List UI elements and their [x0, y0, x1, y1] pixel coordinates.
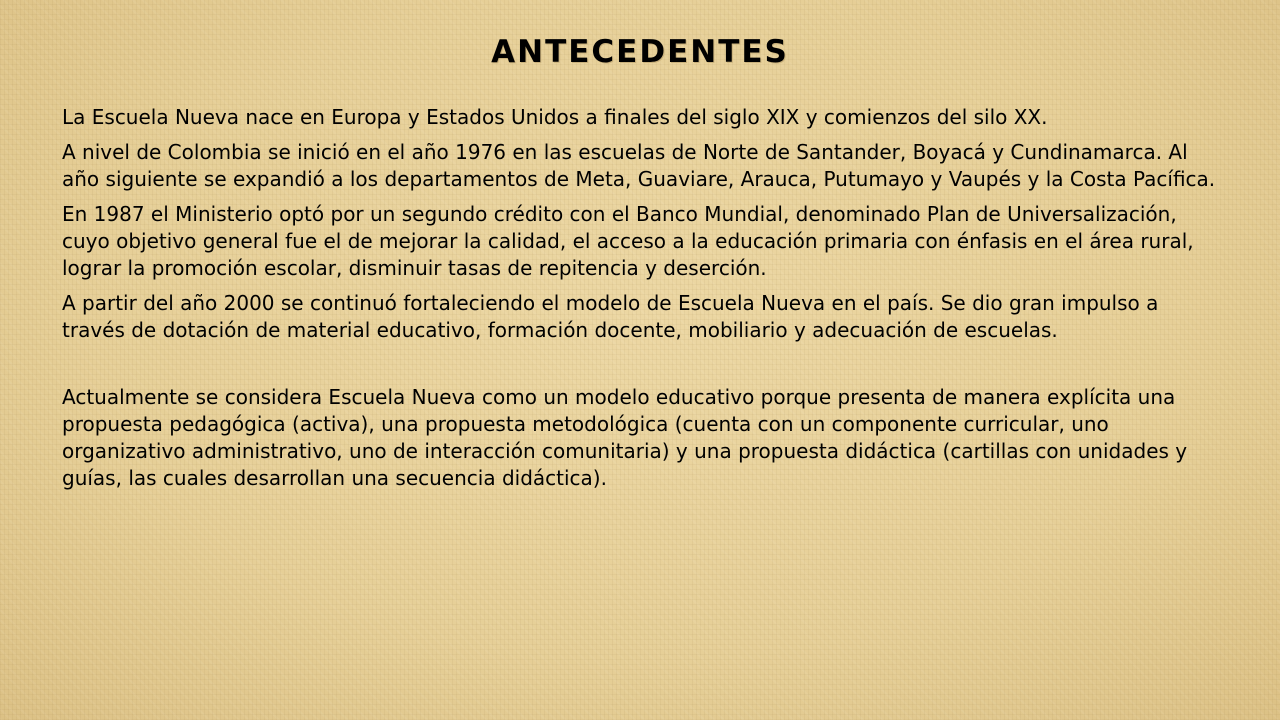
paragraph-colombia: A nivel de Colombia se inició en el año 1976 en las escuelas de Norte de Santander, Boyacá y Cundinamarca. Al año siguiente se expandió a los departamentos de Meta, Guaviare, Arauca, Putumayo y Vaupés y la Costa Pacífica.: [62, 140, 1216, 191]
paragraph-2000: A partir del año 2000 se continuó fortaleciendo el modelo de Escuela Nueva en el país. Se dio gran impulso a través de dotación de material educativo, formación docente, mobiliario y adecuación de escuelas.: [62, 291, 1159, 342]
slide-title: antecedentes: [491, 22, 789, 73]
paragraph-current: Actualmente se considera Escuela Nueva como un modelo educativo porque presenta de manera explícita una propuesta pedagógica (activa), una propuesta metodológica (cuenta con un componente curricular, uno organizativo administrativo, uno de interacción comunitaria) y una propuesta didáctica (cartillas con unidades y guías, las cuales desarrollan una secuencia didáctica).: [62, 385, 1188, 490]
paragraph-origin: La Escuela Nueva nace en Europa y Estados Unidos a finales del siglo XIX y comienzos del silo XX.: [62, 105, 1048, 129]
paragraph-1987: En 1987 el Ministerio optó por un segundo crédito con el Banco Mundial, denominado Plan de Universalización, cuyo objetivo general fue el de mejorar la calidad, el acceso a la educación primaria con énfasis en el área rural, lograr la promoción escolar, disminuir tasas de repitencia y deserción.: [62, 202, 1194, 280]
slide-body: [62, 104, 1222, 500]
